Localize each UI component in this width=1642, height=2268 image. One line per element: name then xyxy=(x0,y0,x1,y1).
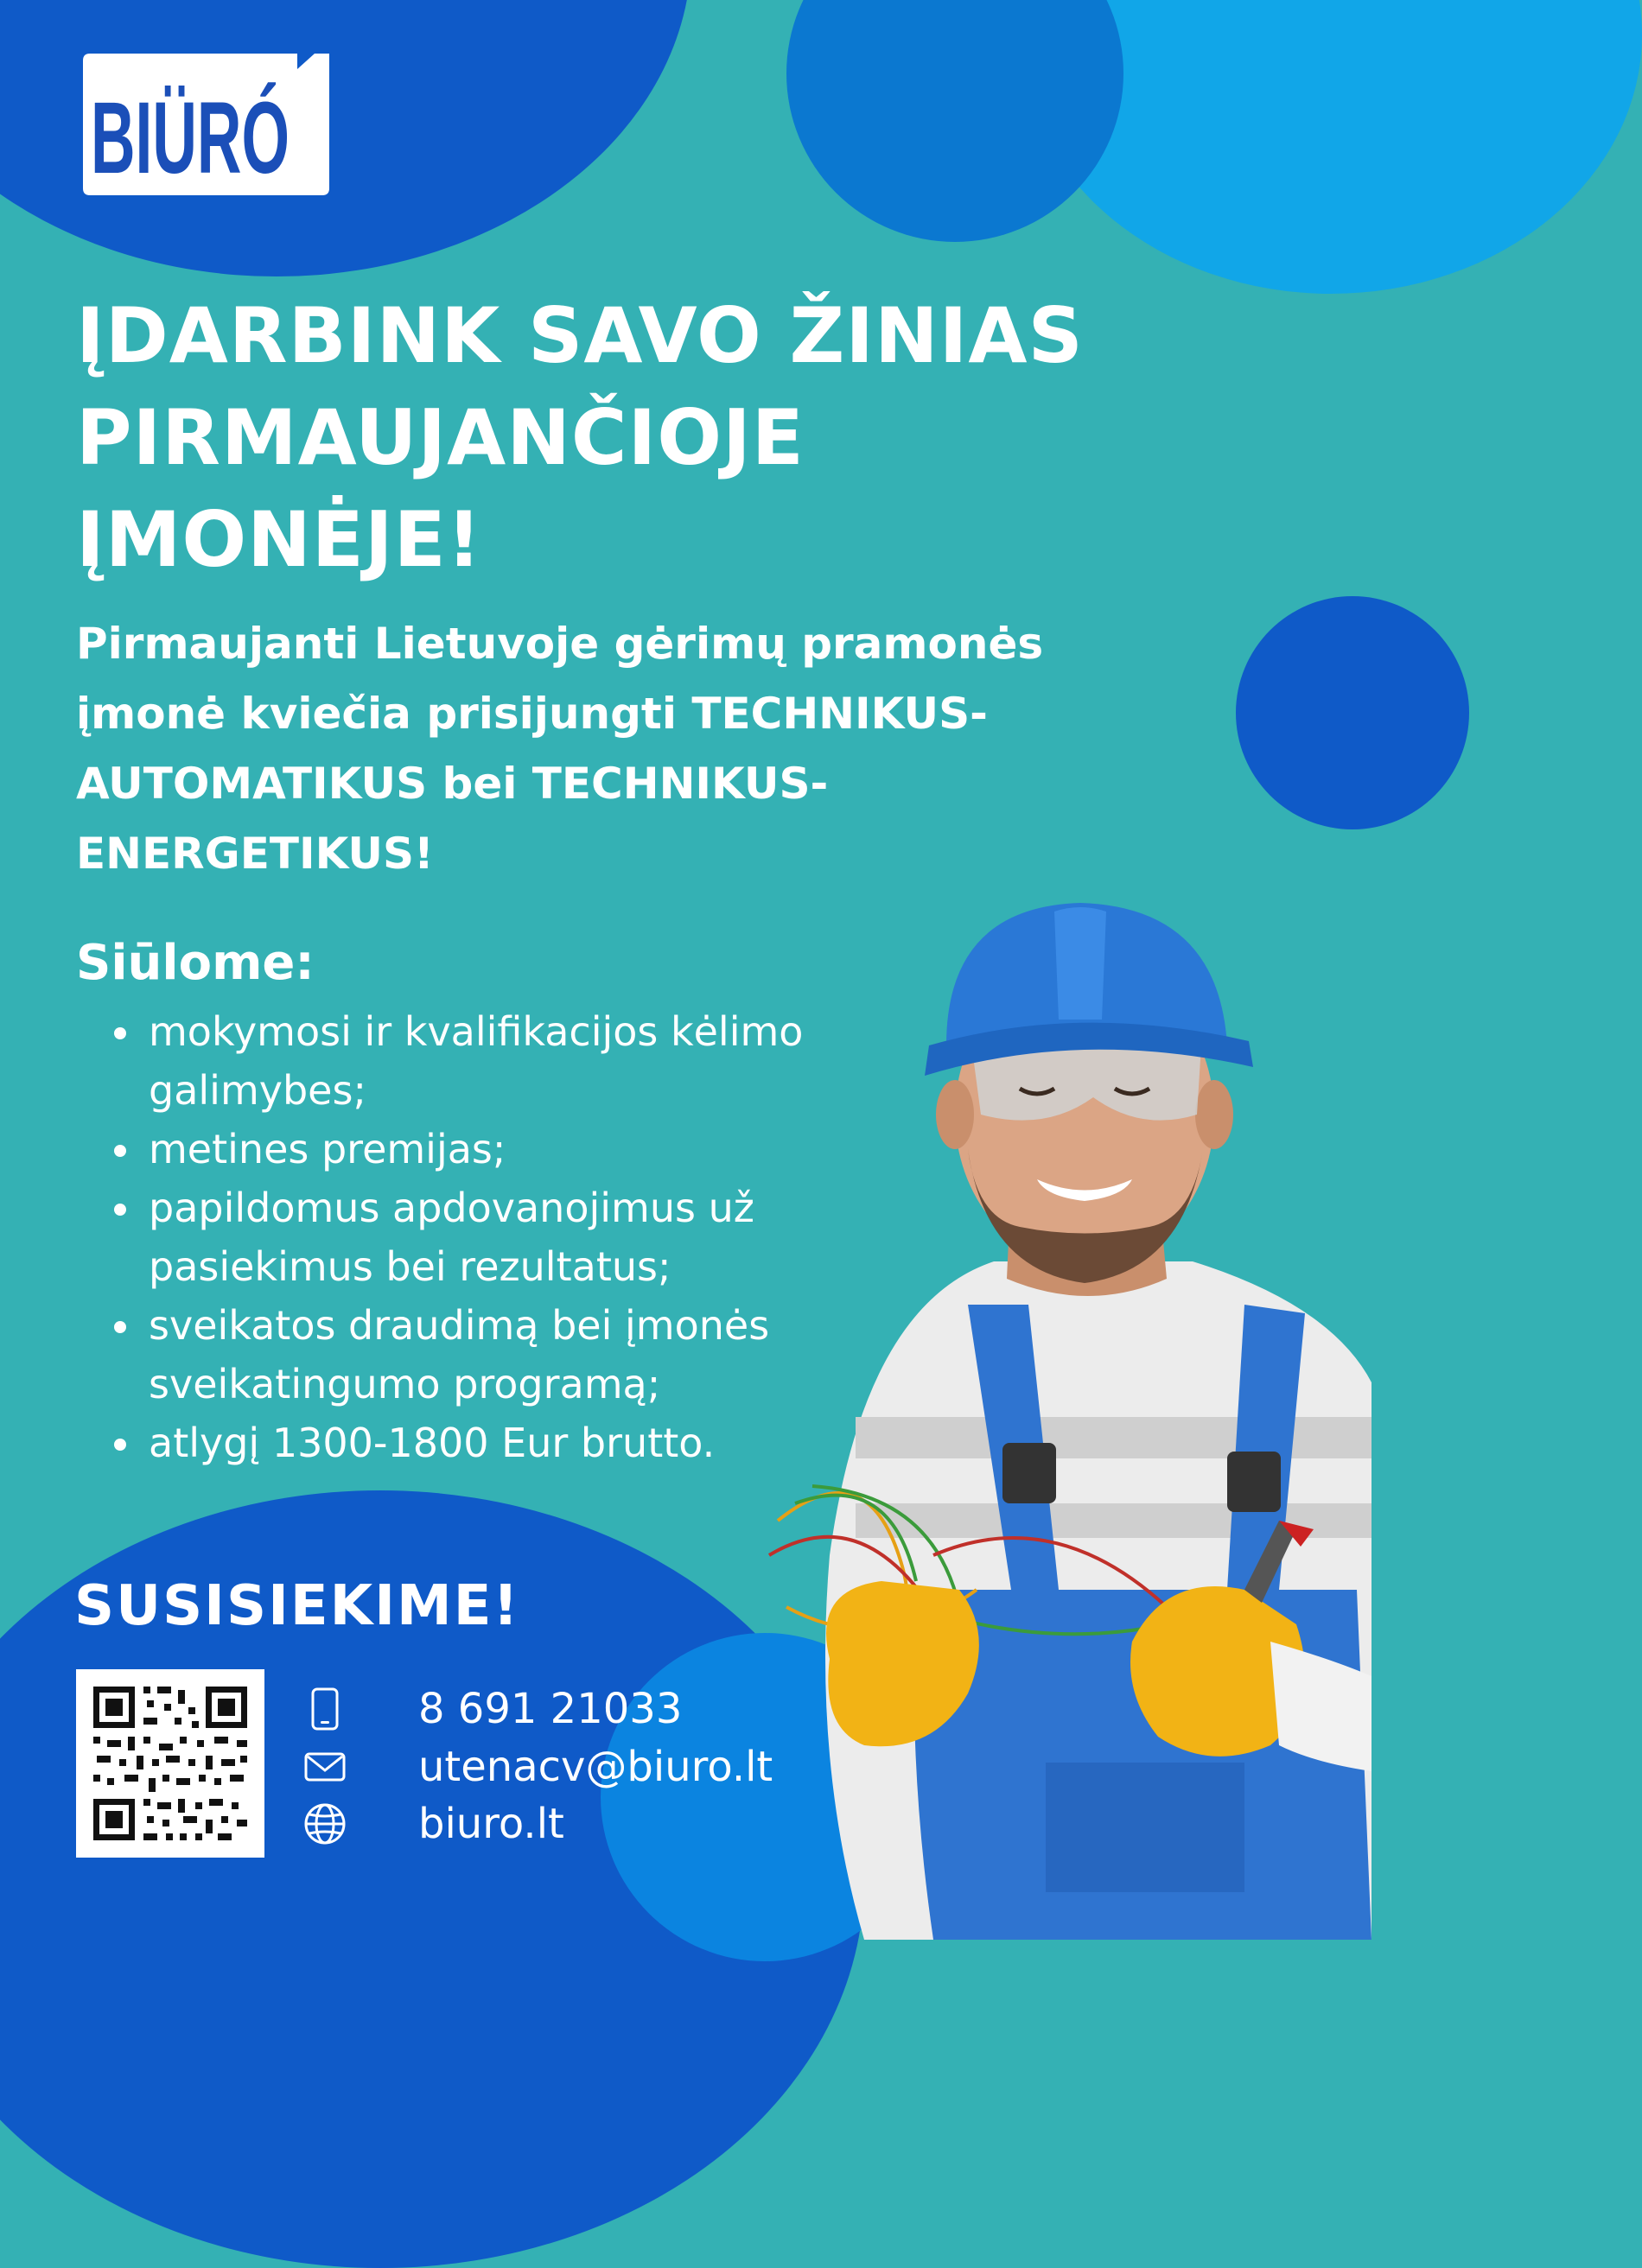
intro-line: ENERGETIKUS! xyxy=(76,829,434,879)
email-address: utenacv@biuro.lt xyxy=(418,1743,773,1791)
offer-line: atlygį 1300-1800 Eur brutto. xyxy=(149,1420,716,1466)
phone-number: 8 691 21033 xyxy=(418,1685,683,1733)
contact-website[interactable] xyxy=(302,1800,564,1848)
offer-line: metines premijas; xyxy=(149,1126,506,1172)
offer-line: sveikatos draudimą bei įmonės xyxy=(149,1302,770,1349)
offer-line: galimybes; xyxy=(149,1067,366,1114)
headline-line: PIRMAUJANČIOJE xyxy=(76,393,805,482)
offer-line: sveikatingumo programą; xyxy=(149,1361,661,1407)
intro-line: Pirmaujanti Lietuvoje gėrimų pramonės xyxy=(76,619,1044,669)
headline-line: ĮMONĖJE! xyxy=(76,495,482,584)
headline-line: ĮDARBINK SAVO ŽINIAS xyxy=(76,291,1084,380)
intro-line: įmonė kviečia prisijungti TECHNIKUS- xyxy=(76,689,988,739)
right-circle-blob xyxy=(1236,596,1469,829)
qr-code[interactable] xyxy=(76,1669,264,1858)
intro-paragraph xyxy=(76,609,1200,889)
top-circle-blob xyxy=(786,0,1123,242)
offers-title: Siūlome: xyxy=(76,935,315,991)
offer-line: pasiekimus bei rezultatus; xyxy=(149,1243,671,1290)
contact-email[interactable] xyxy=(302,1743,773,1791)
headline xyxy=(76,285,1303,591)
offer-line: mokymosi ir kvalifikacijos kėlimo xyxy=(149,1008,804,1055)
logo-text: BIÜRÓ xyxy=(91,81,290,195)
contact-title: SUSISIEKIME! xyxy=(74,1574,520,1638)
intro-line: AUTOMATIKUS bei TECHNIKUS- xyxy=(76,759,829,809)
envelope-icon xyxy=(302,1744,347,1789)
globe-icon xyxy=(302,1801,347,1846)
worker-photo xyxy=(761,899,1372,1940)
biuro-logo xyxy=(83,54,329,195)
offer-line: papildomus apdovanojimus už xyxy=(149,1185,754,1231)
smartphone-icon xyxy=(302,1687,347,1731)
website-url: biuro.lt xyxy=(418,1800,564,1848)
contact-phone[interactable] xyxy=(302,1685,682,1733)
